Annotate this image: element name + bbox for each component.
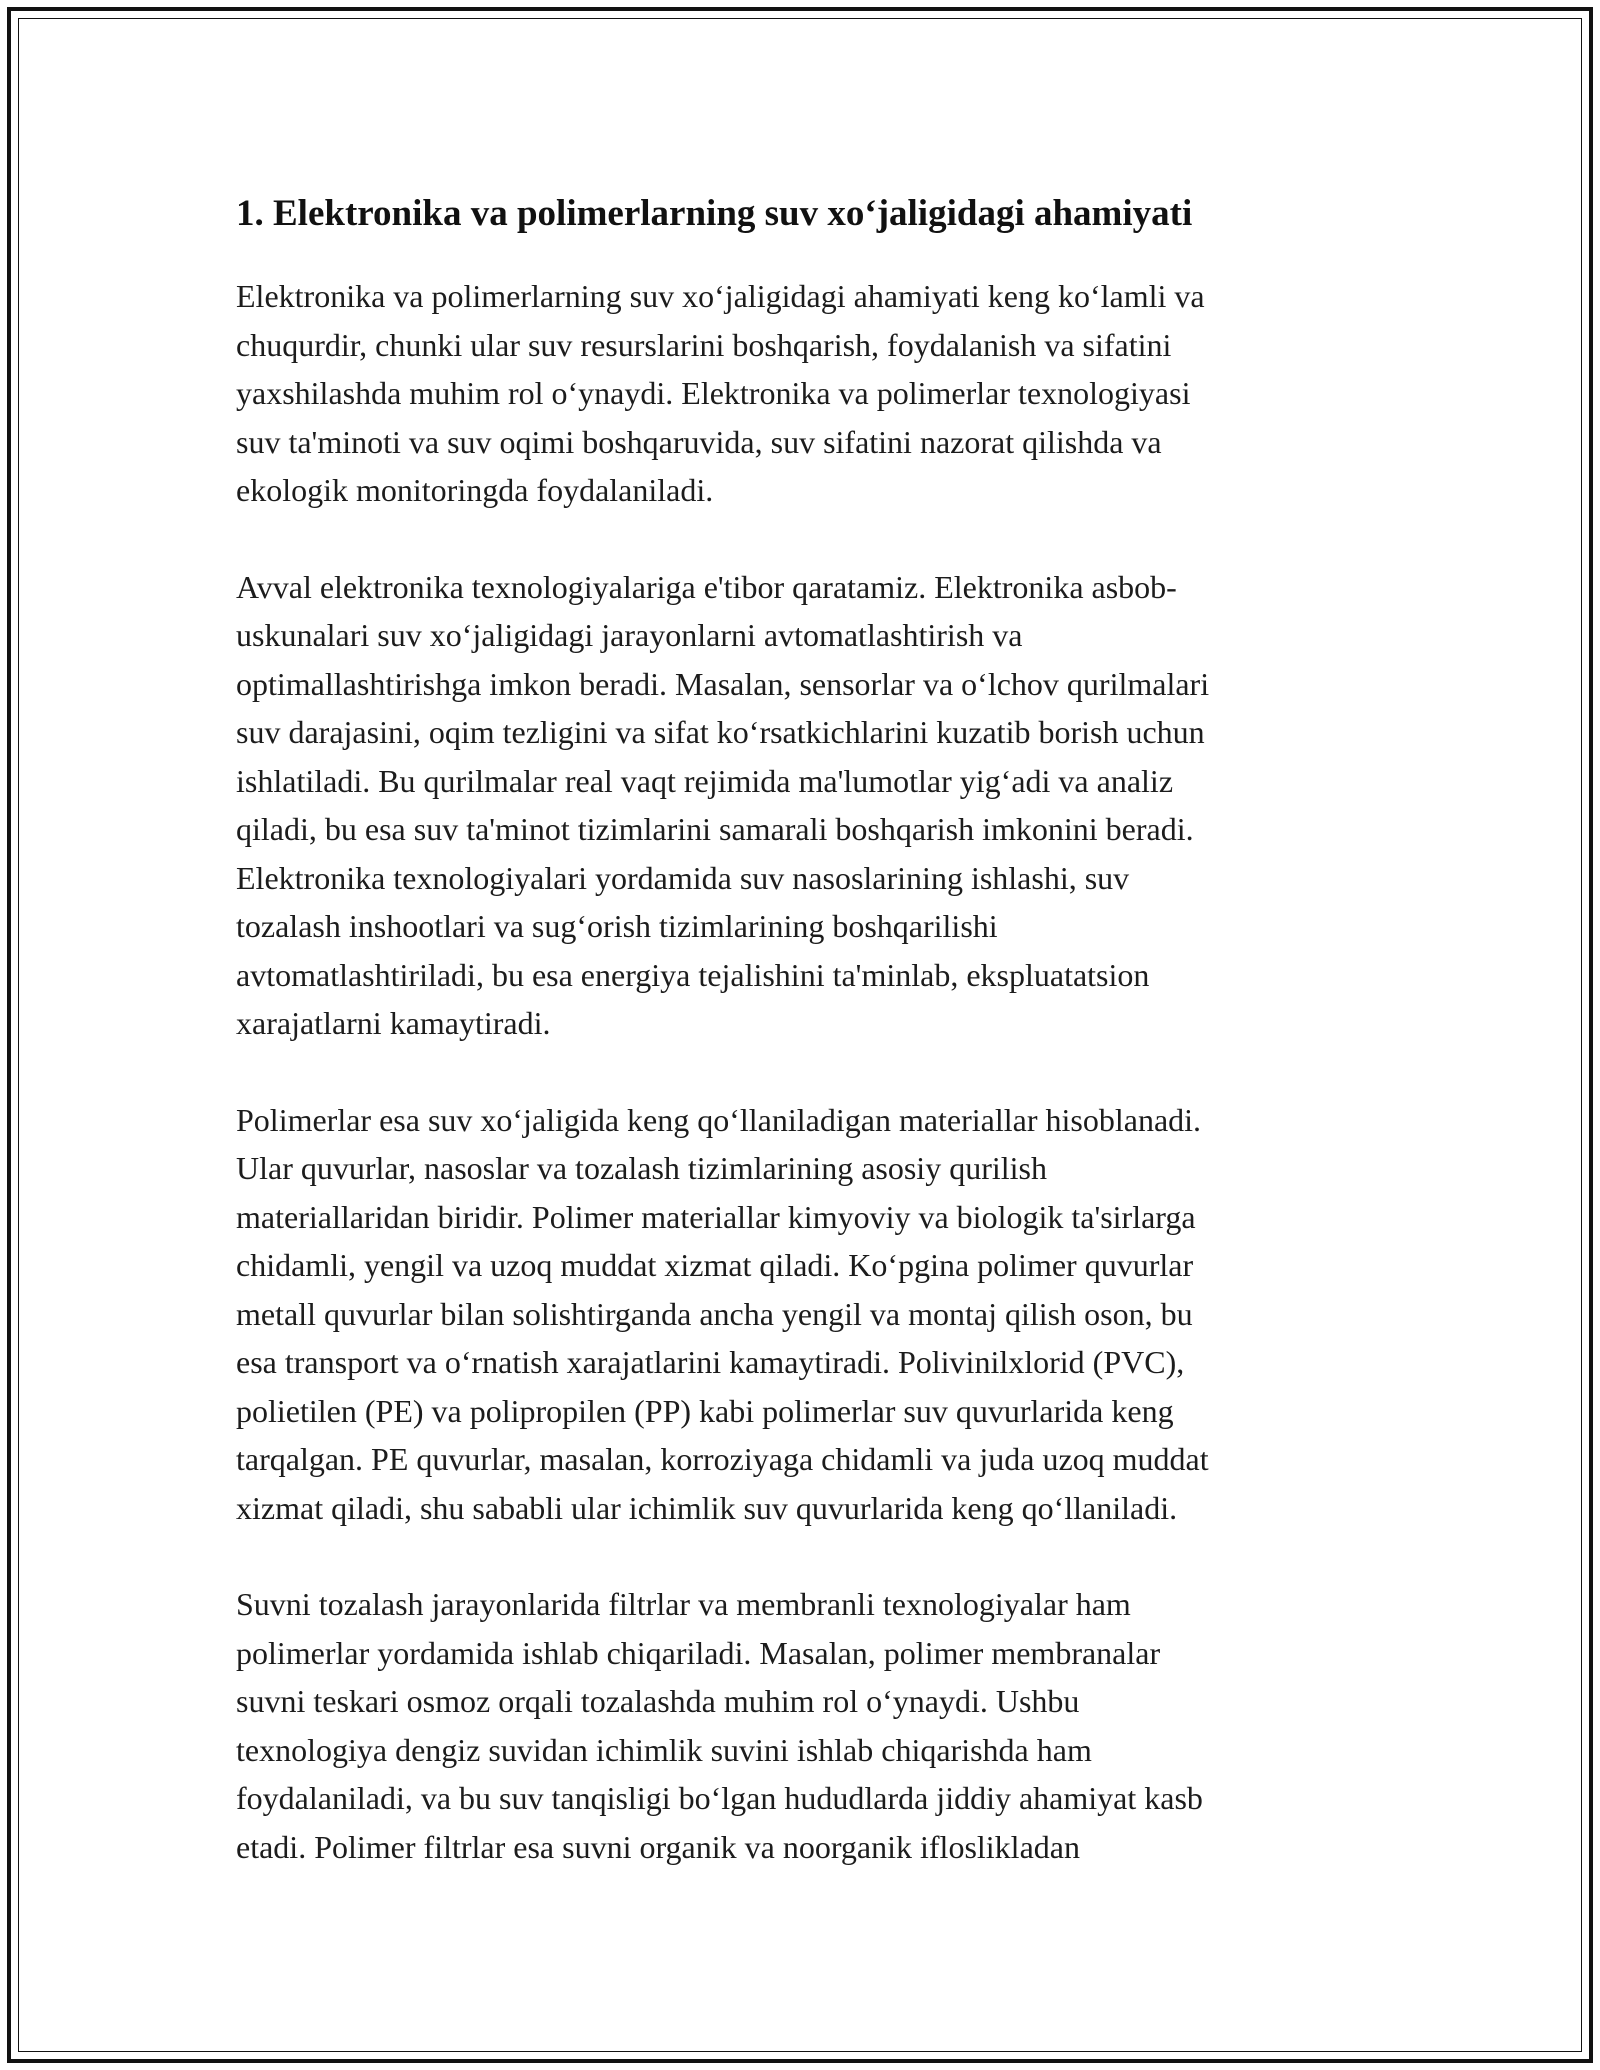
text-line: suv ta'minoti va suv oqimi boshqaruvida, suv sifatini nazorat qilishda va: [236, 423, 1162, 460]
text-line: uskunalari suv xo‘jaligidagi jarayonlarni avtomatlashtirish va: [236, 617, 1023, 653]
text-line: chuqurdir, chunki ular suv resurslarini boshqarish, foydalanish va sifatini: [236, 326, 1172, 363]
text-line: avtomatlashtiriladi, bu esa energiya tejalishini ta'minlab, ekspluatatsion: [236, 956, 1150, 993]
paragraph-electronics: [236, 563, 1366, 1048]
section-heading: 1. Elektronika va polimerlarning suv xo‘jaligidagi ahamiyati: [236, 193, 1193, 234]
text-line: yaxshilashda muhim rol o‘ynaydi. Elektronika va polimerlar texnologiyasi: [236, 375, 1191, 411]
text-line: Ular quvurlar, nasoslar va tozalash tizimlarining asosiy qurilish: [236, 1150, 1047, 1186]
text-line: texnologiya dengiz suvidan ichimlik suvini ishlab chiqarishda ham: [236, 1731, 1092, 1768]
document-body: [236, 190, 1366, 1919]
text-line: suvni teskari osmoz orqali tozalashda muhim rol o‘ynaydi. Ushbu: [236, 1683, 1080, 1719]
text-line: etadi. Polimer filtrlar esa suvni organik va noorganik ifloslikladan: [236, 1828, 1080, 1865]
text-line: materiallaridan biridir. Polimer materiallar kimyoviy va biologik ta'sirlarga: [236, 1198, 1196, 1235]
text-line: Elektronika va polimerlarning suv xo‘jaligidagi ahamiyati keng ko‘lamli va: [236, 278, 1205, 314]
text-line: ishlatiladi. Bu qurilmalar real vaqt rejimida ma'lumotlar yig‘adi va analiz: [236, 762, 1174, 799]
text-line: xizmat qiladi, shu sababli ular ichimlik suv quvurlarida keng qo‘llaniladi.: [236, 1489, 1178, 1526]
text-line: qiladi, bu esa suv ta'minot tizimlarini samarali boshqarish imkonini beradi.: [236, 811, 1194, 847]
paragraph-intro: [236, 272, 1366, 515]
text-line: ekologik monitoringda foydalaniladi.: [236, 472, 714, 508]
text-line: tozalash inshootlari va sug‘orish tizimlarining boshqarilishi: [236, 908, 998, 944]
text-line: foydalaniladi, va bu suv tanqisligi bo‘lgan hududlarda jiddiy ahamiyat kasb: [236, 1780, 1203, 1816]
paragraph-polymers: [236, 1096, 1366, 1533]
text-line: chidamli, yengil va uzoq muddat xizmat qiladi. Ko‘pgina polimer quvurlar: [236, 1247, 1194, 1283]
text-line: Polimerlar esa suv xo‘jaligida keng qo‘llaniladigan materiallar hisoblanadi.: [236, 1101, 1202, 1138]
text-line: suv darajasini, oqim tezligini va sifat ko‘rsatkichlarini kuzatib borish uchun: [236, 714, 1205, 750]
text-line: tarqalgan. PE quvurlar, masalan, korroziyaga chidamli va juda uzoq muddat: [236, 1441, 1209, 1477]
text-line: xarajatlarni kamaytiradi.: [236, 1005, 551, 1041]
text-line: Suvni tozalash jarayonlarida filtrlar va membranli texnologiyalar ham: [236, 1586, 1131, 1622]
text-line: metall quvurlar bilan solishtirganda ancha yengil va montaj qilish oson, bu: [236, 1295, 1193, 1332]
text-line: optimallashtirishga imkon beradi. Masalan, sensorlar va o‘lchov qurilmalari: [236, 665, 1210, 702]
text-line: esa transport va o‘rnatish xarajatlarini kamaytiradi. Polivinilxlorid (PVC),: [236, 1344, 1185, 1380]
paragraph-filtration: [236, 1580, 1366, 1871]
text-line: polimerlar yordamida ishlab chiqariladi. Masalan, polimer membranalar: [236, 1634, 1161, 1671]
text-line: Avval elektronika texnologiyalariga e'tibor qaratamiz. Elektronika asbob-: [236, 568, 1177, 605]
text-line: polietilen (PE) va polipropilen (PP) kabi polimerlar suv quvurlarida keng: [236, 1392, 1174, 1429]
text-line: Elektronika texnologiyalari yordamida suv nasoslarining ishlashi, suv: [236, 859, 1130, 896]
